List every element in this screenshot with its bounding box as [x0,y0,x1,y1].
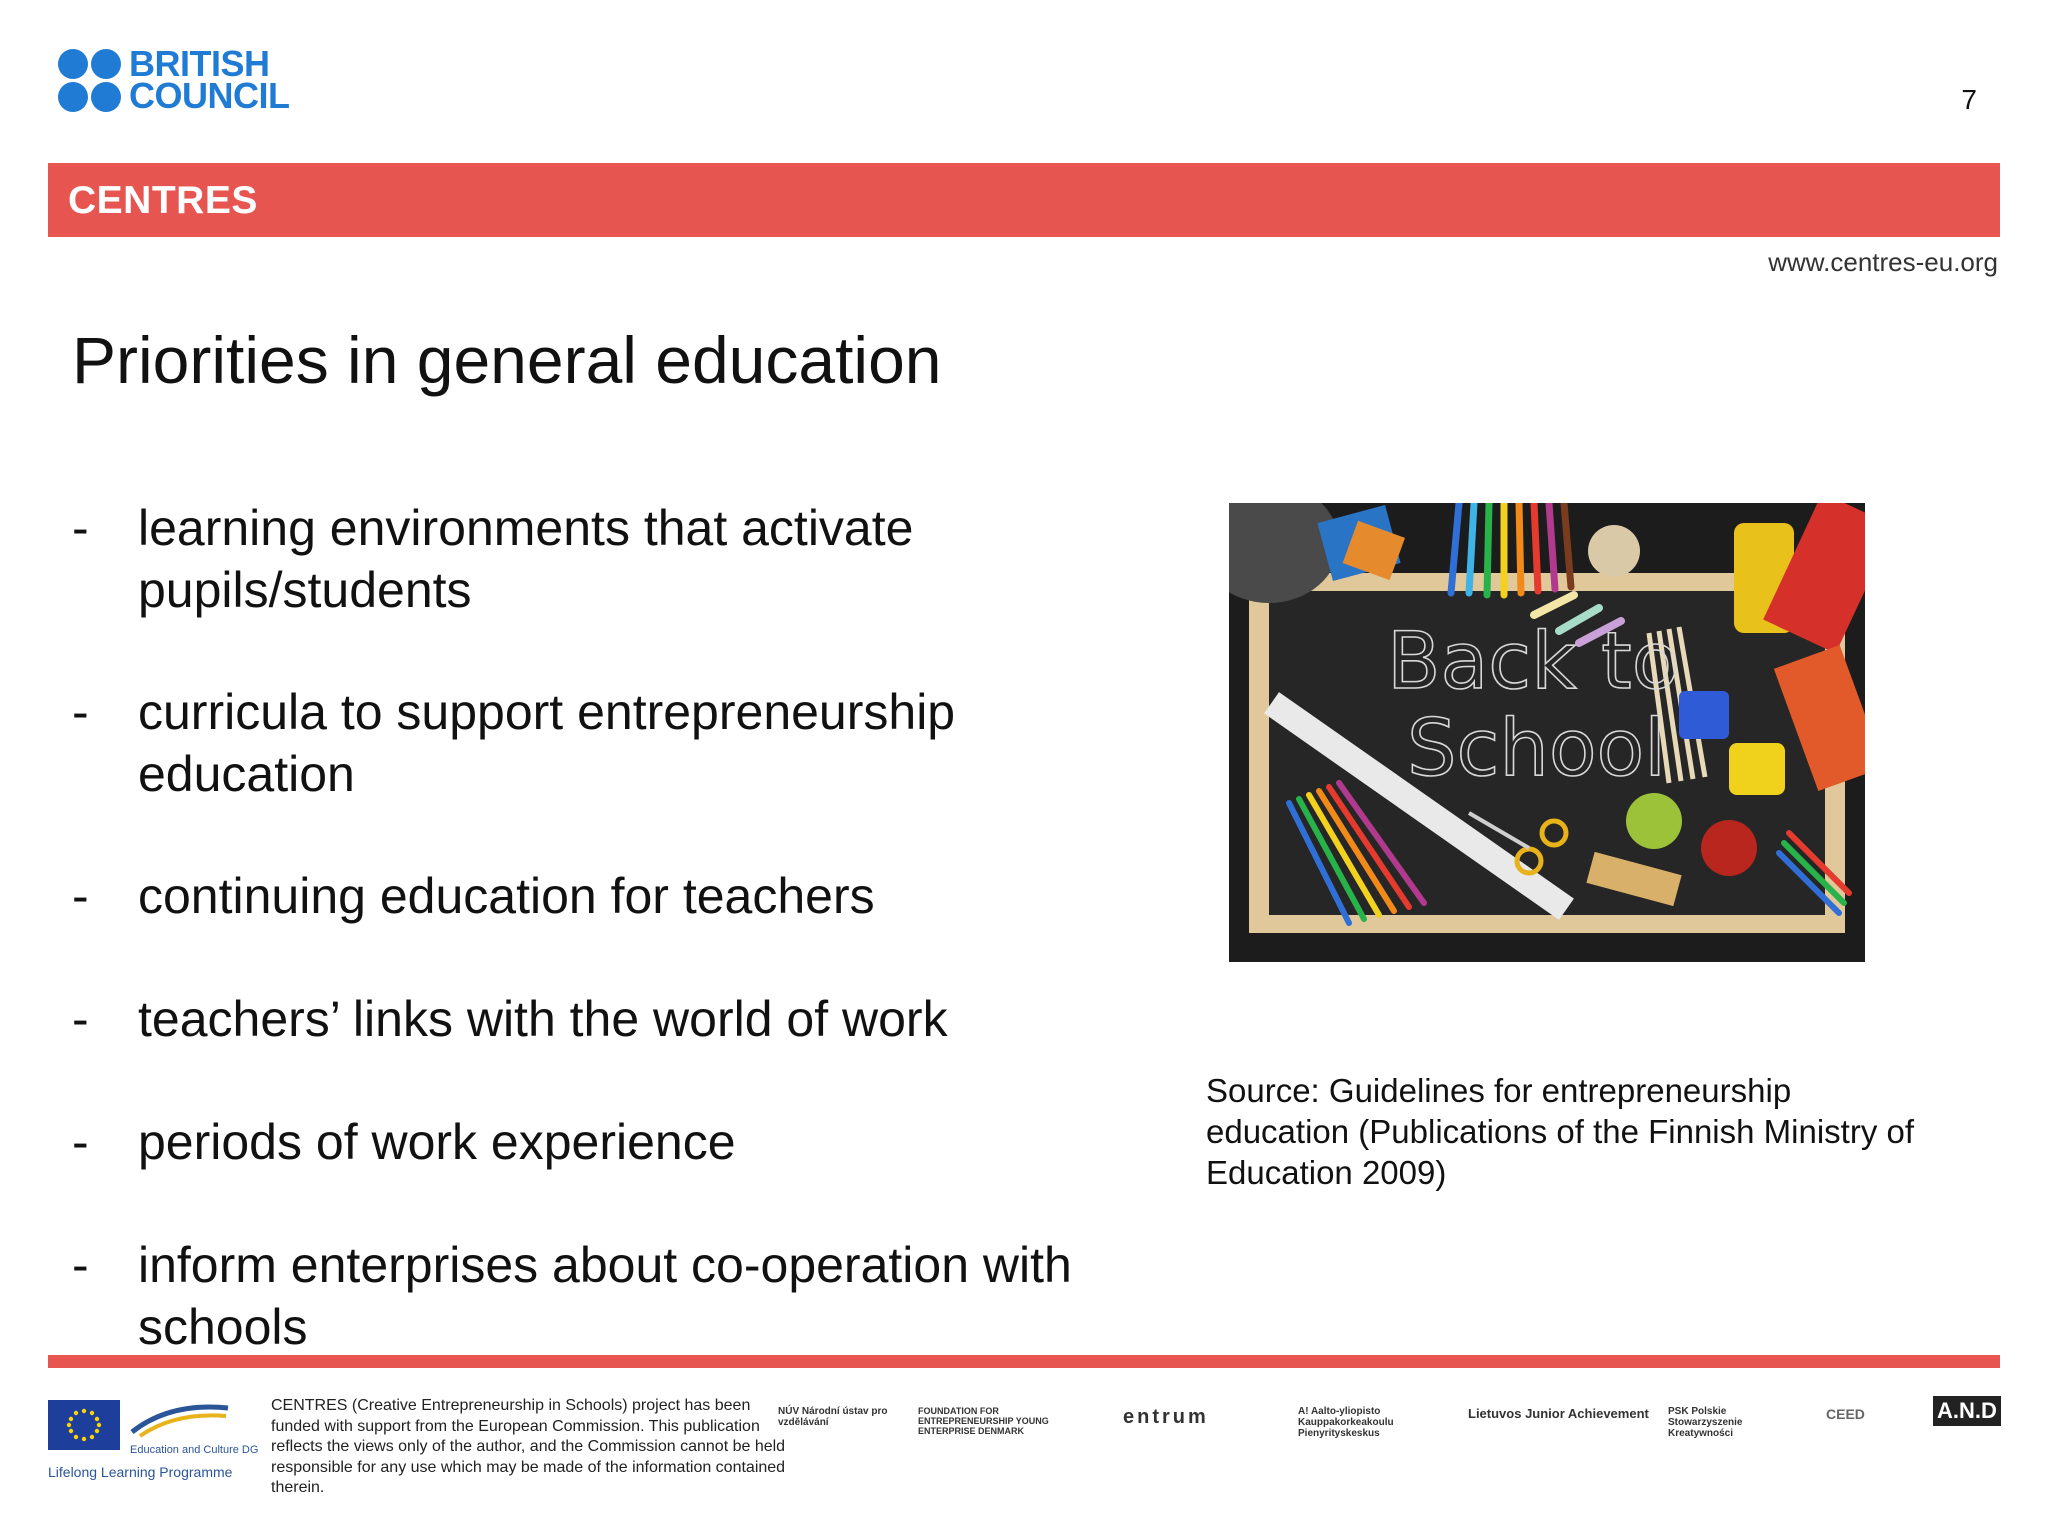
chalkboard-image [1229,503,1865,962]
partner-logo-and: A.N.D [1933,1396,2001,1426]
funding-disclaimer: CENTRES (Creative Entrepreneurship in Schools) project has been funded with support from the European Commission. This publication reflects the views only of the author, and the Commission cannot be held responsible for any use which may be made of the information contained therein. [271,1397,786,1496]
bullet-dash: - [72,1237,89,1293]
page-number: 7 [1961,84,1977,115]
banner-title: CENTRES [68,179,258,222]
british-council-logo [58,43,290,116]
list-item-text: teachers’ links with the world of work [138,991,948,1047]
list-item [72,1234,1138,1358]
partner-logo-lja: Lietuvos Junior Achievement [1468,1406,1649,1421]
list-item [72,1111,1138,1173]
bullet-dash: - [72,991,89,1047]
bullet-dash: - [72,868,89,924]
partner-logo-yedk: FOUNDATION FOR ENTREPRENEURSHIP YOUNG ENTERPRISE DENMARK [918,1406,1049,1436]
footer [48,1396,2000,1511]
bullet-dash: - [72,684,89,740]
partner-logo-psk: PSK Polskie Stowarzyszenie Kreatywności [1668,1406,1743,1439]
logo-dots-icon [58,49,121,112]
chalk-text-line-1: Back to [1387,617,1680,707]
list-item [72,681,1138,805]
list-item-text: curricula to support entrepreneurship education [138,684,956,802]
chalk-text-line-2: School [1407,704,1666,794]
eu-dg-label: Education and Culture DG [130,1444,259,1456]
footer-divider [48,1355,2000,1368]
partner-logo-entrum: entrum [1123,1406,1209,1428]
back-to-school-photo [1229,503,1865,962]
eu-flag-icon [48,1400,120,1450]
slide-title: Priorities in general education [72,323,942,397]
list-item-text: inform enterprises about co-operation with schools [138,1237,1072,1355]
bullet-dash: - [72,1114,89,1170]
partner-logo-nuv: NÚV Národní ústav pro vzdělávání [778,1406,888,1428]
logo-line-1: BRITISH [129,43,270,84]
llp-label: Lifelong Learning Programme [48,1464,233,1480]
website-url: www.centres-eu.org [1768,247,1998,277]
list-item [72,497,1138,621]
list-item [72,988,1138,1050]
image-source-caption: Source: Guidelines for entrepreneurship education (Publications of the Finnish Ministry of Education 2009) [1206,1072,1915,1191]
bullet-dash: - [72,500,89,556]
llp-swoosh-icon [130,1400,230,1440]
partner-logo-aalto: A! Aalto-yliopisto Kauppakorkeakoulu Pienyrityskeskus [1298,1406,1394,1439]
centres-banner [48,163,2000,237]
list-item-text: learning environments that activate pupils/students [138,500,914,618]
list-item-text: continuing education for teachers [138,868,875,924]
logo-line-2: COUNCIL [129,75,290,116]
list-item [72,865,1138,927]
list-item-text: periods of work experience [138,1114,736,1170]
partner-logo-ceed: CEED [1826,1406,1865,1422]
